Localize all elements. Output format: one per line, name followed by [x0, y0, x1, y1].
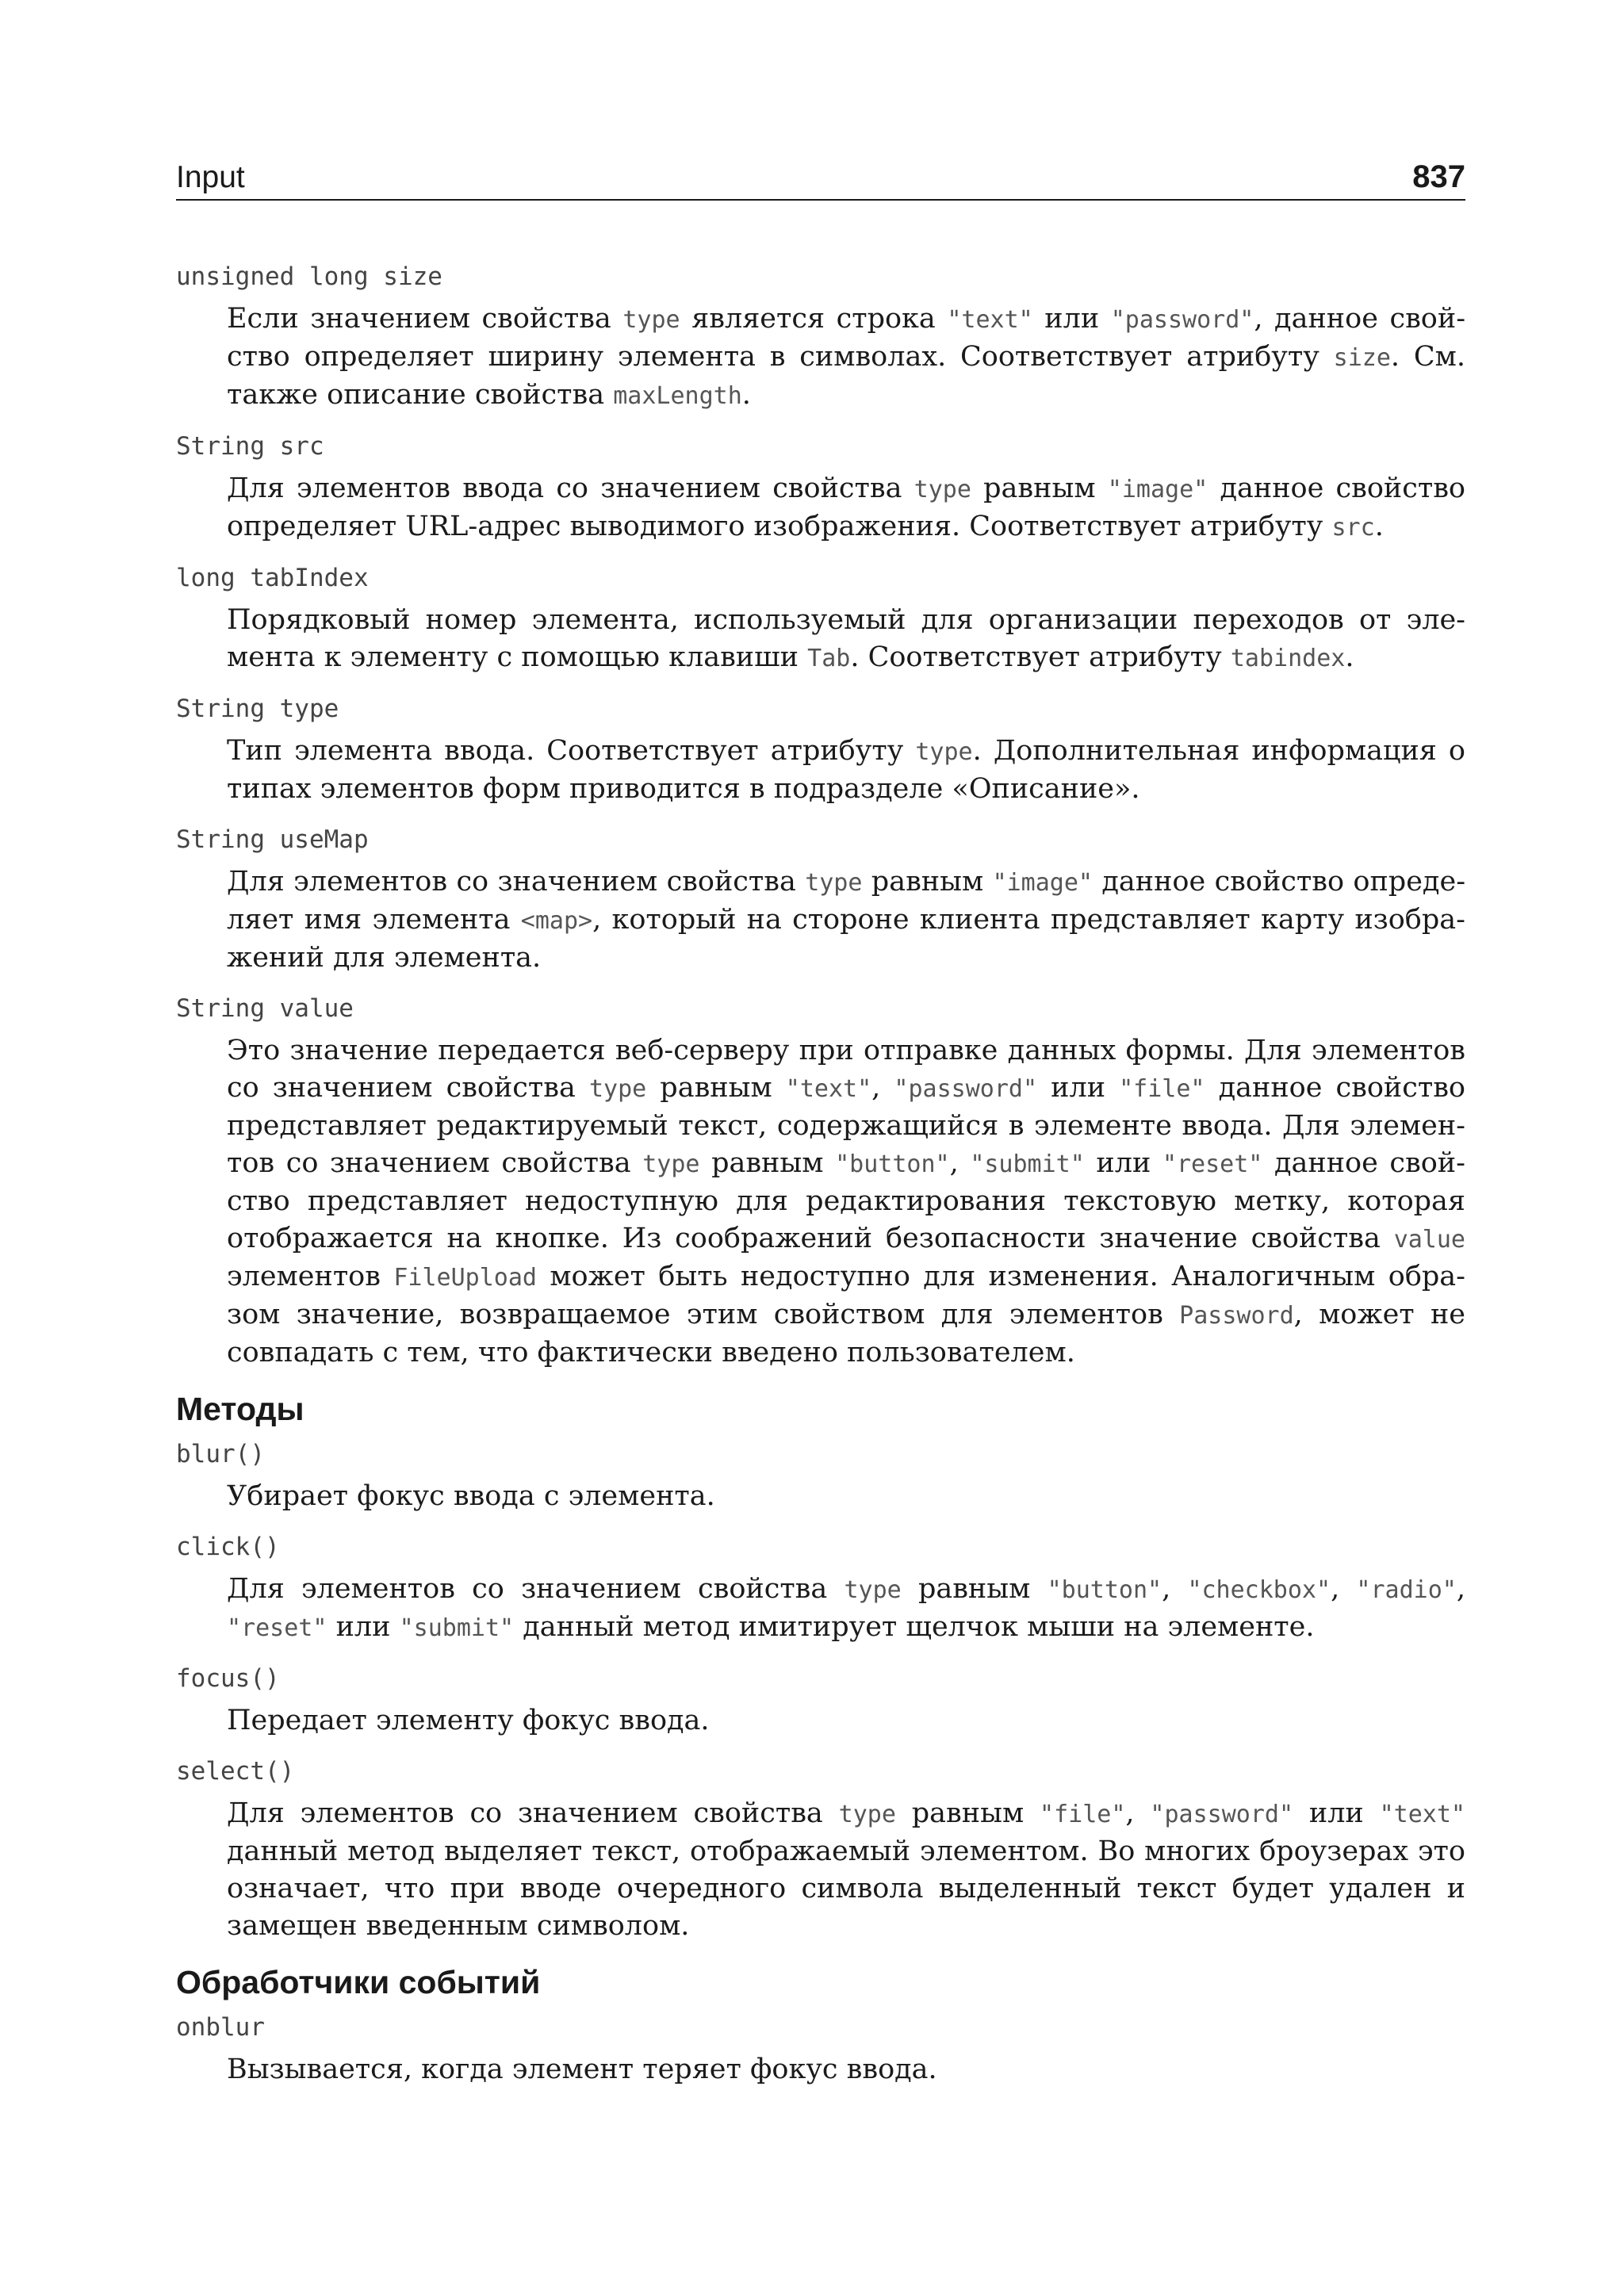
page-header [176, 147, 1465, 201]
description-text: данное свойство определяет имя элемента [227, 866, 1466, 936]
definition-entry [176, 1663, 1465, 1740]
description-text: . [1345, 641, 1354, 673]
definition-entry [176, 824, 1465, 977]
inline-code: "button" [1047, 1576, 1162, 1604]
inline-code: size [1333, 344, 1391, 372]
description-text: Тип элемента ввода. Соответствует атрибуту [227, 735, 916, 767]
inline-code: FileUpload [393, 1264, 537, 1292]
description-text: , [871, 1072, 894, 1104]
inline-code: src [1331, 514, 1375, 542]
inline-code: "radio" [1356, 1576, 1457, 1604]
description-text: . Дополнительная информация о типах элементов форм приводится в подразделе «Описание». [227, 735, 1465, 805]
description-text: Для элементов со значением свойства [227, 866, 806, 898]
description-text: . Соответствует атрибуту [850, 641, 1231, 673]
inline-code: tabindex [1230, 645, 1346, 672]
description-text: . [741, 379, 751, 411]
inline-code: "password" [894, 1075, 1038, 1103]
inline-code: "reset" [1162, 1150, 1263, 1178]
description-text: или [1037, 1072, 1120, 1104]
description-text: Если значением свойства [227, 303, 623, 335]
description-text: . [1374, 511, 1384, 542]
definition-description [227, 1795, 1465, 1945]
inline-code: "password" [1150, 1801, 1294, 1828]
definition-entry [176, 993, 1465, 1372]
description-text: равным [646, 1072, 786, 1104]
description-text: данное свойство представляет редактируемый текст, содержащийся в элементе ввода. Для элементов со значением свойства [227, 1072, 1466, 1179]
definition-description [227, 733, 1465, 808]
definition-term: long tabIndex [176, 564, 369, 592]
definition-description [227, 1571, 1465, 1647]
definition-description [227, 470, 1465, 546]
description-text: , [1456, 1573, 1465, 1605]
inline-code: "submit" [970, 1150, 1085, 1178]
definition-term: click() [176, 1533, 280, 1561]
inline-code: value [1393, 1226, 1465, 1254]
description-text: равным [862, 866, 993, 898]
description-text: Передает элементу фокус ввода. [227, 1705, 710, 1736]
inline-code: type [805, 869, 863, 897]
inline-code: "text" [947, 306, 1033, 334]
definition-entry [176, 431, 1465, 546]
description-text: равным [895, 1797, 1040, 1829]
description-text: или [1084, 1147, 1162, 1179]
description-text: равным [971, 473, 1108, 504]
inline-code: maxLength [613, 382, 742, 410]
inline-code: "image" [992, 869, 1093, 897]
inline-code: Tab [807, 645, 851, 672]
description-text: , [949, 1147, 971, 1179]
methods-heading: Методы [176, 1391, 304, 1427]
description-text: элементов [227, 1261, 394, 1292]
description-text: равным [901, 1573, 1048, 1605]
description-text: , [1162, 1573, 1188, 1605]
inline-code: "submit" [399, 1614, 515, 1642]
inline-code: "file" [1040, 1801, 1126, 1828]
inline-code: type [622, 306, 680, 334]
definition-description [227, 2051, 1465, 2088]
inline-code: "image" [1107, 476, 1208, 503]
inline-code: "button" [835, 1150, 950, 1178]
description-text: данный метод имитирует щелчок мыши на элементе. [514, 1611, 1315, 1643]
definition-description [227, 602, 1465, 677]
definition-entry [176, 1531, 1465, 1647]
events-heading: Обработчики событий [176, 1964, 541, 2000]
definition-term: String useMap [176, 825, 369, 854]
definition-term: String type [176, 695, 339, 723]
description-text: , который на стороне клиента представляет карту изображений для элемента. [227, 904, 1465, 974]
definition-entry [176, 2012, 1465, 2088]
definition-term: onblur [176, 2013, 265, 2042]
definition-description [227, 863, 1465, 977]
inline-code: "text" [1379, 1801, 1465, 1828]
running-title: Input [176, 160, 245, 194]
methods-list [176, 1438, 1465, 1945]
description-text: данное свойство определяет URL-адрес выводимого изображения. Соответствует атрибуту [227, 473, 1465, 542]
definition-term: String src [176, 432, 324, 461]
description-text: Для элементов ввода со значением свойства [227, 473, 914, 504]
inline-code: "file" [1119, 1075, 1205, 1103]
description-text: данный метод выделяет текст, отображаемый элементом. Во многих броузерах это означает, что при вводе очередного символа выделенный текст будет удален и замещен введенным символом. [227, 1836, 1465, 1942]
definition-description [227, 1478, 1465, 1515]
events-list [176, 2012, 1465, 2088]
inline-code: "text" [785, 1075, 872, 1103]
inline-code: Password [1179, 1302, 1294, 1330]
description-text: Это значение передается веб-серверу при отправке данных формы. Для элементов со значением свойства [227, 1035, 1465, 1104]
description-text: Порядковый номер элемента, используемый для организации переходов от элемента к элементу с помощью клавиши [227, 604, 1465, 673]
definition-description [227, 1032, 1465, 1372]
definition-description [227, 1702, 1465, 1740]
definition-entry [176, 1755, 1465, 1945]
inline-code: "reset" [227, 1614, 327, 1642]
description-text: . См. также описание свойства [227, 341, 1465, 411]
description-text: , [1331, 1573, 1357, 1605]
page-content [176, 261, 1465, 2088]
inline-code: type [915, 738, 973, 766]
page-number: 837 [1412, 159, 1465, 194]
description-text: или [327, 1611, 400, 1643]
description-text: Для элементов со значением свойства [227, 1573, 845, 1605]
definition-term: String value [176, 994, 354, 1023]
description-text: , данное свойство определяет ширину элемента в символах. Соответствует атрибуту [227, 303, 1466, 373]
description-text: может быть недоступно для изменения. Аналогичным образом значение, возвращаемое этим свойством для элементов [227, 1261, 1465, 1330]
inline-code: type [844, 1576, 902, 1604]
definition-term: focus() [176, 1664, 280, 1693]
inline-code: "checkbox" [1187, 1576, 1331, 1604]
description-text: равным [699, 1147, 836, 1179]
description-text: или [1032, 303, 1111, 335]
description-text: или [1293, 1797, 1380, 1829]
properties-list [176, 261, 1465, 1372]
definition-entry [176, 1438, 1465, 1515]
definition-term: select() [176, 1757, 295, 1786]
inline-code: type [588, 1075, 647, 1103]
description-text: является строка [680, 303, 948, 335]
inline-code: type [642, 1150, 700, 1178]
inline-code: type [914, 476, 971, 503]
inline-code: "password" [1110, 306, 1254, 334]
description-text: Для элементов со значением свойства [227, 1797, 839, 1829]
description-text: Убирает фокус ввода с элемента. [227, 1480, 715, 1512]
inline-code: type [838, 1801, 896, 1828]
definition-entry [176, 562, 1465, 677]
description-text: Вызывается, когда элемент теряет фокус ввода. [227, 2054, 937, 2085]
definition-entry [176, 693, 1465, 808]
inline-code: <map> [520, 907, 593, 935]
description-text: , может не совпадать с тем, что фактически введено пользователем. [227, 1299, 1465, 1369]
definition-term: unsigned long size [176, 262, 442, 291]
definition-term: blur() [176, 1440, 265, 1468]
definition-entry [176, 261, 1465, 415]
description-text: данное свойство представляет недоступную для редактирования текстовую метку, которая отображается на кнопке. Из соображений безопасности значение свойства [227, 1147, 1465, 1254]
definition-description [227, 301, 1465, 415]
description-text: , [1125, 1797, 1151, 1829]
document-page [176, 147, 1465, 2104]
